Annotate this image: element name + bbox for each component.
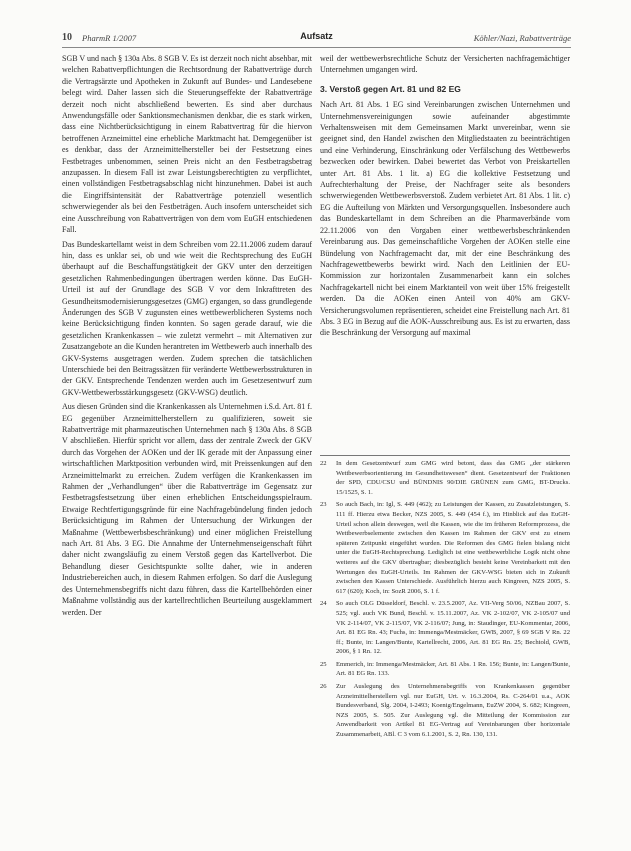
footnote-text: Zur Auslegung des Unternehmensbegriffs von Krankenkassen gegenüber Arzneimittelherstellern vgl. nur EuGH, Urt. v. 16.3.2004, Rs. C-264/01 u.a., AOK Bundesverband, Slg. 2004, I-2493; Koenig/Engelmann, EuZW 2004, S. 682; Kingreen, NZS 2005, S. 505. Zur Auslegung vgl. die Mitteilung der Kommission zur Anwendbarkeit von Artikel 81 EG-Vertrag auf Vereinbarungen über horizontale Zusammenarbeit, ABl. C 3 vom 6.1.2001, S. 2, Rn. 130, 131.: [336, 683, 570, 739]
right-intro: weil der wettbewerbsrechtliche Schutz der Versicherten nachfragemächtiger Unternehmen umgangen wird.: [320, 54, 570, 75]
left-paragraph-1: SGB V und nach § 130a Abs. 8 SGB V. Es ist derzeit noch nicht absehbar, mit welchen Rabattverpflichtungen die Rechtsordnung der Rabattverträge durch die Vertragsärzte und Apotheken in Zukunft auf Bundes- und Landesebene belegt wird. Daher lassen sich die Steuerungseffekte der Rabattverträge derzeit noch nicht abschließend bewerten. Es sind aber durchaus Anwendungsfälle oder Sanktionsmechanismen denkbar, die es stark wirken, dass eine Nichtberücksichtigung in einem Rabattvertrag für die hiervon betroffenen Arzneimittel eine erhebliche Marktmacht hat. Demgegenüber ist es denkbar, dass der Arzneimittelhersteller bei der Festsetzung eines Festbetrages unbenommen, seinen Preis nicht an den Festbetragsbetrag anzupassen. In diesem Fall ist zwar Leistungsberechtigten zu verpflichtet, einen vollständigen Festbetragsabschlag nicht hinzunehmen. Dabei ist auch die Eingriffsintensität der Rabattverträge potenziell wesentlich schwerwiegender als bei den Festbeträgen. Auch insofern unterscheidet sich eine Ausschreibung von Rabattverträgen von dem vom EuGH entschiedenen Fall.: [62, 54, 312, 235]
footnote: [320, 599, 570, 657]
right-column: [320, 53, 570, 341]
footnote-number: 23: [320, 501, 327, 509]
header-rule: [62, 47, 571, 48]
footnote-number: 26: [320, 683, 327, 691]
footnote-number: 24: [320, 600, 327, 608]
footnote-text: So auch OLG Düsseldorf, Beschl. v. 23.5.2007, Az. VII-Verg 50/06, NZBau 2007, S. 525; vgl. auch VK Bund, Beschl. v. 15.11.2007, Az. VK 2-102/07, VK 2-105/07 und VK 2-114/07, VK 2-115/07, VK 2-116/07; Jung, in: Staudinger, EU-Kommentar, 2006, Art. 81 EG Rn. 43; Fuchs, in: Immenga/Mestmäcker, GWB, 2007, § 69 SGB V Rn. 22 ff.; Bunte, in: Langen/Bunte, Kartellrecht, 2006, Art. 81 EG Rn. 25; Bechtold, GWB, 2006, § 1 Rn. 12.: [336, 600, 570, 656]
running-title: Köhler/Nazi, Rabattverträge: [473, 33, 571, 43]
section-heading: 3. Verstoß gegen Art. 81 und 82 EG: [320, 83, 461, 94]
footnotes: [320, 455, 570, 743]
journal-reference: PharmR 1/2007: [82, 33, 137, 43]
left-column: [62, 53, 312, 620]
footnote: [320, 500, 570, 596]
page-header: [62, 30, 571, 48]
footnote-number: 22: [320, 460, 327, 467]
footnote: [320, 682, 570, 740]
left-paragraph-2: Das Bundeskartellamt weist in dem Schreiben vom 22.11.2006 zudem darauf hin, dass es unklar sei, ob und wie weit die Rechtsprechung des EuGH überhaupt auf die Beschaffungstätigkeit der GKV unter den derzeitigen gesetzlichen Rahmenbedingungen übertragen werden könne. Das EuGH-Urteil ist auf der Grundlage des SGB V vor dem Inkrafttreten des Gesundheitsmodernisierungsgesetzes (GMG) ergangen, so dass grundlegende Änderungen des SGB V zugunsten eines wettbewerblicheren Systems noch keine Berücksichtigung finden konnten. So sagen gerade darauf, wie die gesetzlichen Krankenkassen – wie zuletzt vermehrt – mit Alternativen zur Zusatzangebote an die Kunden herantreten im Wettbewerb auch innerhalb des GKV-Systems ausgetragen werden. Zudem sprechen die tatsächlichen Unterschiede bei den Beitragssätzen für veränderte Wettbewerbsstrukturen in der GKV. Entsprechende Tendenzen werden auch im Gesetzesentwurf zum GKV-Wettbewerbsstärkungsgesetz (GKV-WSG) deutlich.: [62, 239, 312, 397]
footnote: [320, 459, 570, 497]
page-number: 10: [62, 32, 72, 43]
footnote-text: In dem Gesetzentwurf zum GMG wird betont, dass das GMG „der stärkeren Wettbewerbsorientierung im Gesundheitswesen“ dient. Gesetzentwurf der Fraktionen der SPD, CDU/CSU und BÜNDNIS 90/DIE GRÜNEN zum GMG, BT-Drucks. 15/1525, S. 1.: [336, 460, 570, 496]
right-paragraph-1: Nach Art. 81 Abs. 1 EG sind Vereinbarungen zwischen Unternehmen und Unternehmensvereinigungen sowie aufeinander abgestimmte Verhaltensweisen mit dem Gemeinsamen Markt unvereinbar, wenn sie geeignet sind, den Handel zwischen den Mitgliedstaaten zu beeinträchtigen und eine Verhinderung, Einschränkung oder Verfälschung des Wettbewerbs bezwecken oder bewirken. Dabei bewertet das Verbot von Preiskartellen unter Art. 81 Abs. 1 lit. a) EG die kollektive Festsetzung und Aufrechterhaltung der Preise, der Nachfrager seite als besonders schwerwiegenden Wettbewerbsverstoß. Zudem verbietet Art. 81 Abs. 1 lit. c) EG die Aufteilung von Märkten und Versorgungsquellen. Insbesondere auch das Bundeskartellamt in dem Schreiben an die Pharmaverbände vom 22.11.2006 von den Vorgaben einer wettbewerbsbeschränkenden Vereinbarung aus. Das gemeinschaftliche Vorgehen der AOKen stelle eine Bündelung von Nachfragemacht dar, mit der eine Beschränkung des Nachfragewettbewerbs bewirkt wird. Nach den Leitlinien der EU-Kommission zur horizontalen Zusammenarbeit kann ein solches Nachfragekartell nicht bei einem Marktanteil von weit über 15% freigestellt werden. Da die AOKen einen Anteil von 40% am GKV-Versicherungsvolumen repräsentieren, scheidet eine Freistellung nach Art. 81 Abs. 3 EG in Bezug auf die AOK-Ausschreibung aus. Es ist zu erwarten, dass die Beschränkung der Versorgung auf maximal: [320, 100, 570, 338]
footnote-number: 25: [320, 660, 327, 668]
left-paragraph-3: Aus diesen Gründen sind die Krankenkassen als Unternehmen i.S.d. Art. 81 f. EG gegenüber Arzneimittelherstellern zu qualifizieren, soweit sie Rabattverträge mit pharmazeutischen Unternehmen nach § 130a Abs. 8 SGB V abschließen. Hierfür spricht vor allem, dass der zentrale Zweck der GKV durch das Vorgehen der AOKen und der IK gerade mit der Anpassung einer wirtschaftlichen Marktposition verbunden wird, mit Preissenkungen auf den Arzneimittelmarkt zu erreichen. Zudem verfügen die Krankenkassen im Rahmen der „Verhandlungen“ über die Rabattverträge im Gegensatz zur Festbetragsfestsetzung über einen erheblichen Entscheidungsspielraum. Etwaige Rechtfertigungsgründe für eine Nachfragebündelung finden jedoch Berücksichtigung im Rahmen der Untersuchung der Wirkungen der Maßnahme (Wettbewerbsbeschränkung) und einer möglichen Freistellung nach Art. 81 Abs. 3 EG. Die Annahme der Unternehmenseigenschaft führt daher nicht zwangsläufig zu einem Verstoß gegen das Kartellverbot. Die Behandlung dieser Gesichtspunkte sollte daher, wie in anderen Industriebereichen auch, in diesem Rahmen erfolgen. So darf die Auslegung des Unternehmensbegriffs nicht dazu führen, dass die Kartellbehörden einer Maßnahme vollständig aus der kartellrechtlichen Beurteilung ausgeklammert werden. Der: [62, 402, 312, 617]
section-label: Aufsatz: [300, 31, 333, 41]
footnote: [320, 660, 570, 679]
footnote-text: Emmerich, in: Immenga/Mestmäcker, Art. 81 Abs. 1 Rn. 156; Bunte, in: Langen/Bunte, Art. 81 EG Rn. 133.: [336, 660, 570, 678]
footnote-text: So auch Bach, in: Igl, S. 449 (462); zu Leistungen der Kassen, zu Zusatzleistungen, S. 111 ff. Hierzu etwa Becker, NZS 2005, S. 449 (454 f.), im Hinblick auf das EuGH-Urteil schon allein deswegen, weil die Kassen, wie die im früheren Reformprozess, die Wettbewerbselemente zwischen den Kassen im Rahmen der GKV erst zu einem späteren Zeitpunkt eingeführt wurden. Die Reformen des GMG fielen bislang nicht unter die EuGH-Rechtsprechung. Lediglich ist eine wettbewerbliche Logik nicht ohne weiteres auf die GKV übertragbar; diesbezüglich besteht keine Vereinbarkeit mit den Wertungen des EuGH-Urteils. Im Rahmen der GKV-WSG bieten sich in Zukunft zwischen den Kassen Unterschiede. Ausführlich hierzu auch Kingreen, NZS 2005, S. 617 (620); Koch, in: SozR 2006, S. 1 f.: [336, 501, 570, 595]
